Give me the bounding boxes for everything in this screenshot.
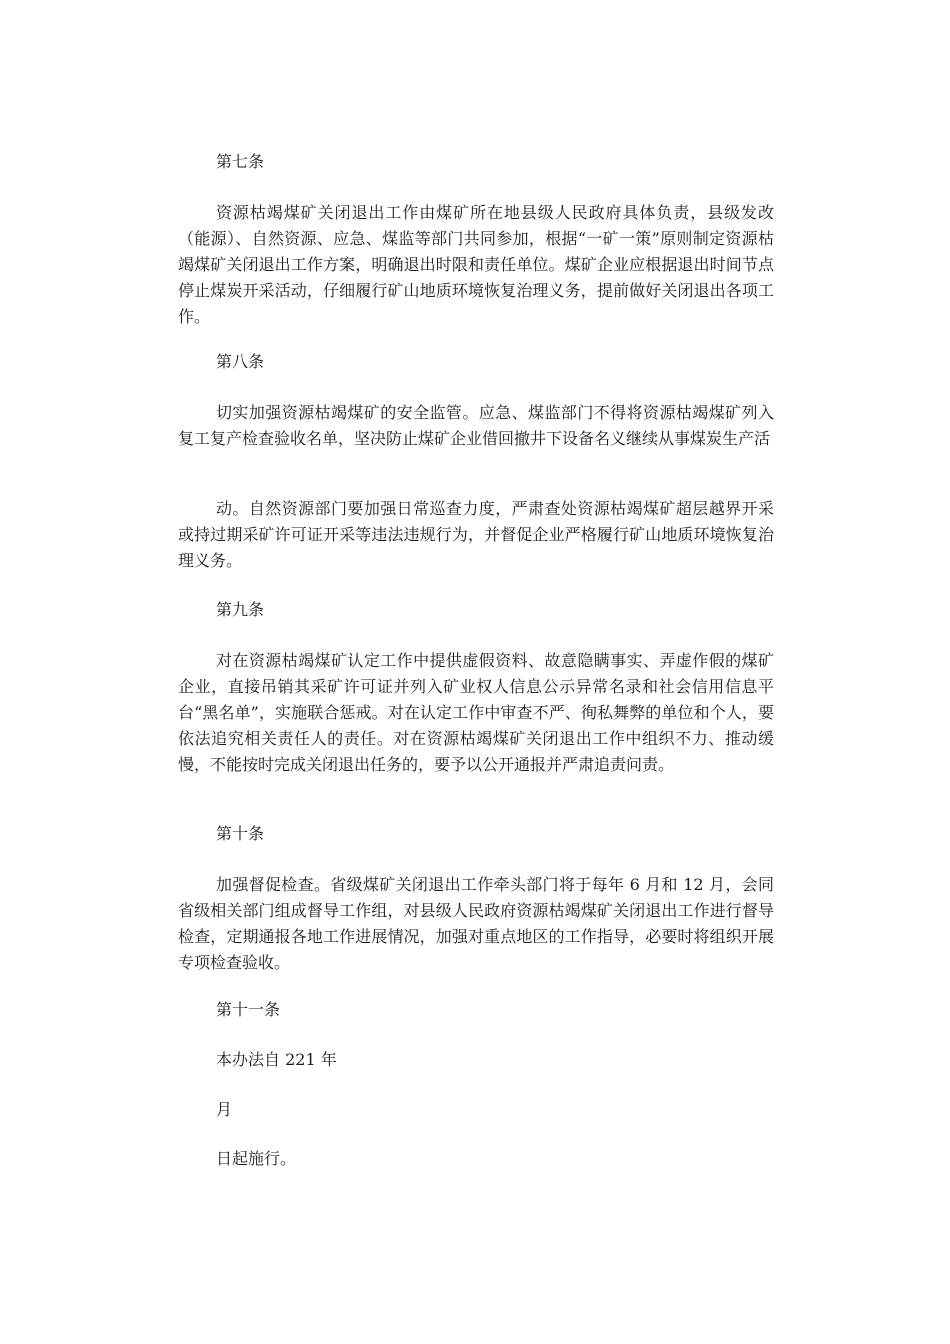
article-11-body-line2: 月 — [216, 1100, 233, 1119]
article-8-body-part2: 动。自然资源部门要加强日常巡查力度，严肃查处资源枯竭煤矿超层越界开采或持过期采矿许可证开采等违法违规行为，并督促企业严格履行矿山地质环境恢复治理义务。 — [178, 499, 774, 570]
article-8-body-part1: 切实加强资源枯竭煤矿的安全监管。应急、煤监部门不得将资源枯竭煤矿列入复工复产检查验收名单，坚决防止煤矿企业借回撤井下设备名义继续从事煤炭生产活 — [178, 403, 774, 448]
article-7-body: 资源枯竭煤矿关闭退出工作由煤矿所在地县级人民政府具体负责，县级发改（能源）、自然资源、应急、煤监等部门共同参加，根据“一矿一策”原则制定资源枯竭煤矿关闭退出工作方案，明确退出时限和责任单位。煤矿企业应根据退出时间节点停止煤炭开采活动，仔细履行矿山地质环境恢复治理义务，提前做好关闭退出各项工作。 — [178, 203, 774, 326]
article-10-body: 加强督促检查。省级煤矿关闭退出工作牵头部门将于每年 6 月和 12 月，会同省级相关部门组成督导工作组，对县级人民政府资源枯竭煤矿关闭退出工作进行督导检查，定期通报各地工作进展情况，加强对重点地区的工作指导，必要时将组织开展专项检查验收。 — [178, 875, 774, 972]
article-11-body-line3: 日起施行。 — [216, 1149, 297, 1168]
article-8-heading: 第八条 — [216, 352, 265, 371]
article-10-heading: 第十条 — [216, 824, 265, 843]
article-9-heading: 第九条 — [216, 600, 265, 619]
article-7-heading: 第七条 — [216, 152, 265, 171]
article-9-body: 对在资源枯竭煤矿认定工作中提供虚假资料、故意隐瞒事实、弄虚作假的煤矿企业，直接吊销其采矿许可证并列入矿业权人信息公示异常名录和社会信用信息平台“黑名单”，实施联合惩戒。对在认定工作中审查不严、徇私舞弊的单位和个人，要依法追究相关责任人的责任。对在资源枯竭煤矿关闭退出工作中组织不力、推动缓慢，不能按时完成关闭退出任务的，要予以公开通报并严肃追责问责。 — [178, 651, 774, 774]
article-11-heading: 第十一条 — [216, 1000, 281, 1019]
article-11-body-line1: 本办法自 221 年 — [216, 1050, 337, 1069]
